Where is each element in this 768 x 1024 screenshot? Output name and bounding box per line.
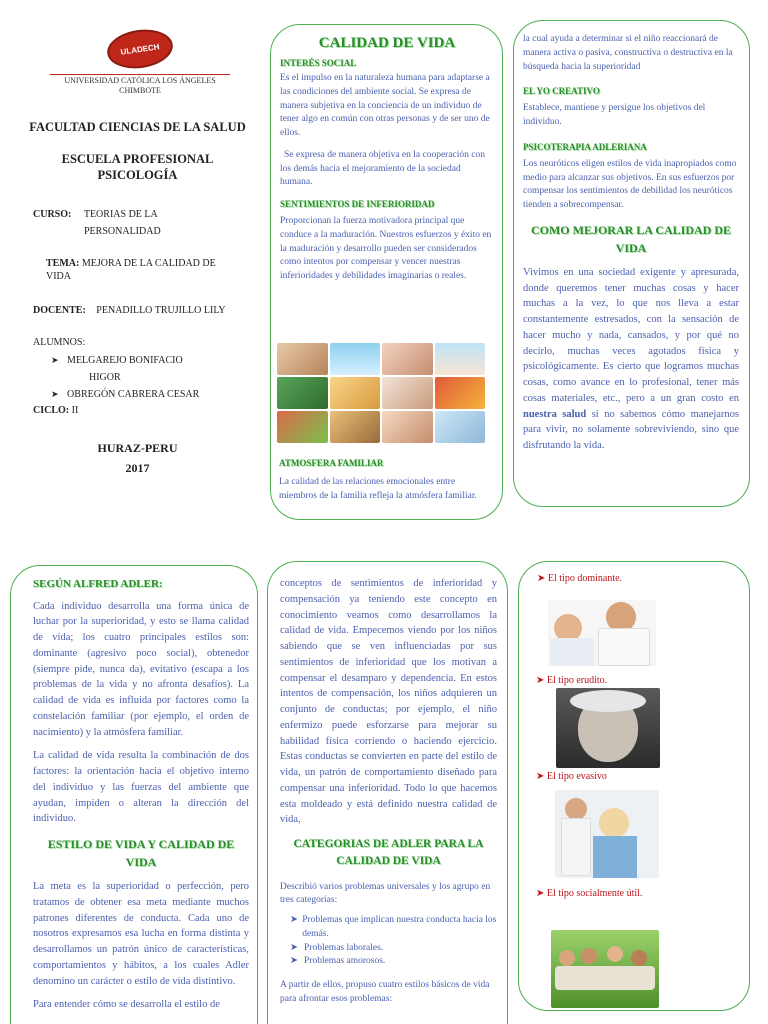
sentimientos-heading: SENTIMIENTOS DE INFERIORIDAD [280,199,435,210]
university-name: UNIVERSIDAD CATÓLICA LOS ÁNGELES [64,76,216,85]
arrow-icon: ➤ [290,956,298,967]
socialmente-util-image [551,930,659,1008]
intro-text: la cual ayuda a determinar si el niño reaccionará de manera activa o pasiva, constructiva o destructiva en la búsqueda hacia la superioridad [523,34,733,72]
curso-label: CURSO: [33,209,72,220]
arrow-icon: ➤ [536,675,545,686]
collage-tile [382,411,433,443]
arrow-icon: ➤ [536,771,545,782]
atmosfera-section [279,450,494,504]
tema-value: MEJORA DE LA CALIDAD DE VIDA [46,258,216,282]
alumno-1-b: HIGOR [89,372,121,383]
wellness-collage-image [277,343,485,443]
collage-tile [382,377,433,409]
atmosfera-heading: ATMOSFERA FAMILIAR [279,458,384,468]
docente-row [33,302,226,319]
uladech-seal: ULADECH [105,26,176,73]
cover-panel [20,20,255,500]
collage-tile [277,343,328,375]
estilo-text-continued: Para entender cómo se desarrolla el estilo de [33,999,220,1011]
mejorar-heading: COMO MEJORAR LA CALIDAD DE VIDA [530,222,731,255]
arrow-icon: ➤ [290,915,298,926]
alumno-1: ➤ MELGAREJO BONIFACIO [51,355,183,366]
collage-tile [277,377,328,409]
list-item: ➤ Problemas amorosos. [290,955,497,969]
tipo-erudito: ➤ El tipo erudito. [536,675,608,686]
categorias-list [280,914,497,969]
interes-social-text-1: Es el impulso en la naturaleza humana para adaptarse a las condiciones del ambiente social. Se expresa de manera subjetiva en la conciencia de un individuo de tener algo en común con otras personas y de ser uno de ellos. [280,73,490,139]
docente-label: DOCENTE: [33,305,86,316]
curso-row [33,206,158,223]
collage-tile [330,411,381,443]
interes-social-text-2: Se expresa de manera objetiva en la cooperación con los demás hacia el mejoramiento de la sociedad humana. [280,149,485,188]
yo-creativo-heading: EL YO CREATIVO [523,86,600,97]
curso-value-2: PERSONALIDAD [84,226,161,237]
arrow-icon: ➤ [51,389,59,399]
right-top-panel [513,20,750,507]
list-item: ➤ Problemas laborales. [290,942,497,956]
collage-tile [382,343,433,375]
tipo-evasivo: ➤ El tipo evasivo [536,771,607,782]
categorias-intro: Describió varios problemas universales y los agrupo en tres categorías: [280,881,491,906]
tema-label: TEMA: [46,258,80,269]
yo-creativo-text: Establece, mantiene y persigue los objetivos del individuo. [523,103,706,128]
collage-tile [435,411,486,443]
alumnos-label: ALUMNOS: [33,337,86,348]
collage-tile [435,343,486,375]
ciclo-value: II [71,405,79,416]
tema-row [46,257,241,283]
estilo-text: La meta es la superioridad o perfección, pero tratamos de obtener esa meta mediante muchos patrones diferentes de conducta. Cada uno de nosotros expresamos esa lucha en forma distinta y desarrollamos un patrón único de características, comportamientos y hábitos, a los cuales Adler denomino un carácter o estilo de vida distintivo. [33,881,249,987]
year: 2017 [125,461,150,475]
sentimientos-text: Proporcionan la fuerza motivadora principal que conduce a la maduración. Nuestros esfuerzos y éxito en la maduración y desarrollo pueden ser considerados como intentos por compensar y vencer nuestras inferioridades y debilidades imaginarias o reales. [280,216,492,282]
ciclo-row [33,402,78,419]
mejorar-text: Vivimos en una sociedad exigente y apresurada, donde queremos tener muchas cosas y hacer muchas a la vez, lo que nos lleva a estar constantemente estresados, con la sensación de hacer mucho y nada, cansados, y por qué no decirlo, muchas veces agotados física y psicológicamente. Es cierto que logramos muchas cosas, como avance en lo profesional, tener más cosas materiales, etc., pero a un gran costo en nuestra salud si no sabemos cómo manejarnos para vivir, no solamente sobreviviendo, sino que disfrutando la vida. [523,266,740,452]
estilos-intro: A partir de ellos, propuso cuatro estilos básicos de vida para afrontar esos problemas: [280,980,490,1004]
desarrollo-text: conceptos de sentimientos de inferioridad y compensación ya teniendo este concepto en conocimiento veamos como desarrollamos la calidad de vida. Empecemos viendo por los niños sabiendo que se ven influenciadas por sus sentimientos de inferioridad que los motivan a compensar el desamparo y dependencia. En estos intentos de compensación, los niños adquieren un conjunto de conductas; por ejemplo, el niño enfermizo puede esforzarse para mejorar su habilidad física corriendo o haciendo ejercicio. Estas conductas se convierten en parte del estilo de vida, un patrón de comportamiento diseñado para compensar una inferioridad. Todo lo que hacemos esta moldeado y está definido nuestra calidad de vida, [280,578,497,826]
erudito-image [556,688,660,768]
adler-title: SEGÚN ALFRED ADLER: [33,578,163,590]
interes-social-heading: INTERÉS SOCIAL [280,58,357,68]
categorias-panel [267,561,508,1024]
psicoterapia-text: Los neuróticos eligen estilos de vida inapropiados como medio para alcanzar sus objetivos. En sus esfuerzos por compensar los sentimientos de debilidad los neuróticos tienden a sobrecompensar. [523,158,737,211]
collage-tile [330,377,381,409]
alumno-2: ➤ OBREGÓN CABRERA CESAR [51,389,200,400]
tipo-dominante: ➤ El tipo dominante. [537,573,623,584]
curso-value: TEORIAS DE LA [83,209,158,220]
adler-text-1: Cada individuo desarrolla una forma única de luchar por la superioridad, y esto se llama calidad de vida; los cuatro principales estilos son: dominante (agresivo poco social), obtenedor (siempre pide, nunca da), evitativo (escapa a los problemas de la vida y no afronta desafíos). La calidad de vida es influida por factores como la constelación familiar (por ejemplo, el orden de nacimiento) y la atmósfera familiar. [33,600,249,738]
docente-value: PENADILLO TRUJILLO LILY [96,305,226,316]
tipo-socialmente-util: ➤ El tipo socialmente útil. [536,888,643,899]
adler-panel [10,565,258,1024]
panel-title: CALIDAD DE VIDA [318,35,456,51]
faculty-title: FACULTAD CIENCIAS DE LA SALUD [29,120,246,134]
place: HURAZ-PERU [97,441,178,455]
collage-tile [330,343,381,375]
categorias-heading: CATEGORIAS DE ADLER PARA LA CALIDAD DE VIDA [293,838,484,868]
evasivo-image [555,790,659,878]
collage-tile [277,411,328,443]
estilo-heading: ESTILO DE VIDA Y CALIDAD DE VIDA [47,837,235,869]
arrow-icon: ➤ [51,355,59,365]
arrow-icon: ➤ [290,942,298,953]
university-city: CHIMBOTE [119,86,161,96]
collage-tile [435,377,486,409]
logo-divider [50,74,230,75]
list-item: ➤ Problemas que implican nuestra conducta hacia los demás. [290,914,497,942]
psicoterapia-heading: PSICOTERAPIA ADLERIANA [523,141,647,152]
university-logo [50,30,230,102]
arrow-icon: ➤ [537,573,546,584]
atmosfera-text: La calidad de las relaciones emocionales entre miembros de la familia refleja la atmósfera familiar. [279,477,477,501]
calidad-vida-panel [270,24,503,520]
arrow-icon: ➤ [536,888,545,899]
ciclo-label: CICLO: [33,405,70,416]
adler-text-2: La calidad de vida resulta la combinación de dos factores: la orientación hacia el objetivo interno del individuo y las fuerzas del ambiente que ayudan, impiden o alteran la dirección del individuo. [33,750,249,825]
dominante-image [548,600,656,666]
school-title: ESCUELA PROFESIONAL PSICOLOGÍA [61,152,214,182]
